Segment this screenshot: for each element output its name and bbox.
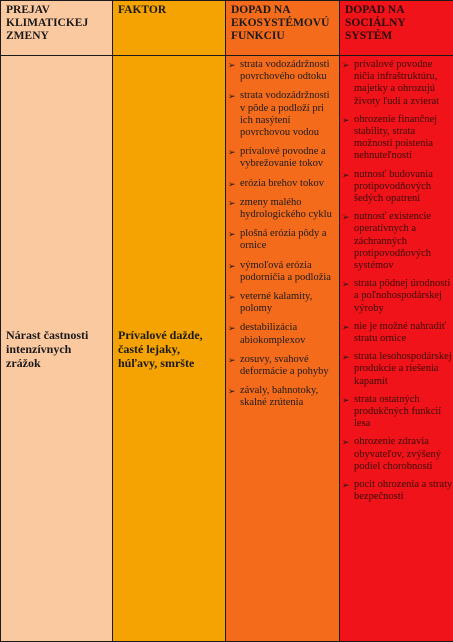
social-impact-item-text: ohrozenie zdravia obyvateľov, zvýšený podiel chorobnosti (354, 436, 441, 472)
ecosystem-impact-item-text: závaly, bahnotoky, skalné zrútenia (240, 385, 319, 409)
ecosystem-impact-item (227, 197, 337, 221)
social-impact-item (341, 278, 453, 315)
ecosystem-impact-item-text: erózia brehov tokov (240, 177, 324, 189)
ecosystem-impact-item-text: zosuvy, svahové deformácie a pohyby (240, 353, 329, 378)
arrow-bullet-icon: ➢ (342, 394, 350, 405)
social-impact-item-text: strata lesohospodárskej produkcie a riešenia kapamít (354, 351, 452, 387)
header-cell-factor (113, 1, 226, 56)
ecosystem-impact-item (227, 354, 337, 378)
ecosystem-impact-item (227, 385, 337, 409)
arrow-bullet-icon: ➢ (342, 169, 350, 180)
ecosystem-impacts-cell (226, 56, 340, 642)
arrow-bullet-icon: ➢ (228, 386, 236, 397)
social-impact-item (341, 479, 453, 503)
ecosystem-impact-item (227, 322, 337, 346)
social-impact-item (341, 436, 453, 473)
social-impact-item-text: nie je možné nahradiť stratu ornice (354, 320, 447, 345)
header-factor: FAKTOR (118, 4, 167, 16)
social-impacts-cell (340, 56, 453, 642)
social-impact-item (341, 59, 453, 108)
header-row (1, 1, 453, 56)
factor-cell (113, 56, 226, 642)
header-social-impact: DOPAD NA SOCIÁLNY SYSTÉM (345, 4, 406, 42)
ecosystem-impact-item-text: výmoľová erózia podorničia a podložia (240, 259, 331, 283)
arrow-bullet-icon: ➢ (228, 60, 236, 70)
ecosystem-impact-item (227, 90, 337, 139)
header-cell-social (340, 1, 453, 56)
social-impact-item-text: pocit ohrozenia a straty bezpečnosti (354, 479, 453, 503)
ecosystem-impact-item-text: veterné kalamity, polomy (240, 291, 313, 315)
ecosystem-impact-item-text: plošná erózia pôdy a ornice (240, 228, 327, 252)
ecosystem-impact-item-text: strata vodozádržnosti povrchového odtoku (240, 59, 330, 83)
arrow-bullet-icon: ➢ (228, 178, 236, 189)
ecosystem-impacts-list (226, 56, 339, 410)
arrow-bullet-icon: ➢ (228, 354, 236, 365)
ecosystem-impact-item (227, 260, 337, 284)
social-impact-item (341, 114, 453, 163)
header-ecosystem-impact: DOPAD NA EKOSYSTÉMOVÚ FUNKCIU (231, 4, 330, 42)
ecosystem-impact-item (227, 178, 337, 190)
ecosystem-impact-item (227, 228, 337, 252)
social-impact-item (341, 211, 453, 272)
ecosystem-impact-item-text: destabilizácia abiokomplexov (240, 322, 306, 346)
social-impact-item (341, 394, 453, 431)
arrow-bullet-icon: ➢ (342, 279, 350, 290)
arrow-bullet-icon: ➢ (342, 321, 350, 332)
arrow-bullet-icon: ➢ (342, 114, 350, 125)
manifestation-text: Nárast častnosti intenzívnych zrážok (6, 327, 89, 370)
header-cell-ecosystem (226, 1, 340, 56)
ecosystem-impact-item-text: prívalové povodne a vybrežovanie tokov (240, 146, 326, 170)
arrow-bullet-icon: ➢ (228, 91, 236, 102)
arrow-bullet-icon: ➢ (342, 352, 350, 363)
factor-text: Prívalové dažde, časté lejaky, húľavy, smršte (118, 327, 203, 370)
arrow-bullet-icon: ➢ (228, 260, 236, 271)
social-impact-item (341, 169, 453, 206)
manifestation-cell (1, 56, 113, 642)
arrow-bullet-icon: ➢ (342, 60, 350, 70)
arrow-bullet-icon: ➢ (228, 197, 236, 208)
social-impact-item (341, 351, 453, 388)
arrow-bullet-icon: ➢ (228, 229, 236, 240)
social-impact-item-text: strata pôdnej úrodnosti a poľnohospodárskej výroby (354, 278, 451, 314)
arrow-bullet-icon: ➢ (342, 480, 350, 491)
arrow-bullet-icon: ➢ (228, 323, 236, 334)
ecosystem-impact-item-text: zmeny malého hydrologického cyklu (240, 196, 332, 221)
social-impact-item-text: ohrozenie finančnej stability, strata možnosti poistenia nehnuteľností (354, 113, 438, 162)
social-impact-item-text: prívalové povodne ničia infraštruktúru, majetky a ohrozujú životy ľudí a zvierat (354, 59, 440, 107)
social-impact-item-text: nutnosť budovania protipovodňových šedých opatrení (354, 168, 433, 205)
ecosystem-impact-item-text: strata vodozádržnosti v pôde a podloží pri ich nasýtení povrchovou vodou (240, 90, 330, 139)
social-impact-item-text: nutnosť existencie operatívnych a záchranných protipovodňových systémov (354, 211, 432, 272)
arrow-bullet-icon: ➢ (342, 212, 350, 223)
arrow-bullet-icon: ➢ (228, 147, 236, 158)
arrow-bullet-icon: ➢ (342, 437, 350, 448)
social-impact-item (341, 321, 453, 345)
table-row (1, 56, 453, 642)
ecosystem-impact-item (227, 59, 337, 83)
header-manifestation: PREJAV KLIMATICKEJ ZMENY (6, 4, 89, 42)
social-impact-item-text: strata ostatných produkčných funkcií lesa (354, 393, 442, 430)
ecosystem-impact-item (227, 291, 337, 315)
header-cell-manifestation (1, 1, 113, 56)
arrow-bullet-icon: ➢ (228, 292, 236, 303)
social-impacts-list (340, 56, 453, 504)
ecosystem-impact-item (227, 146, 337, 170)
